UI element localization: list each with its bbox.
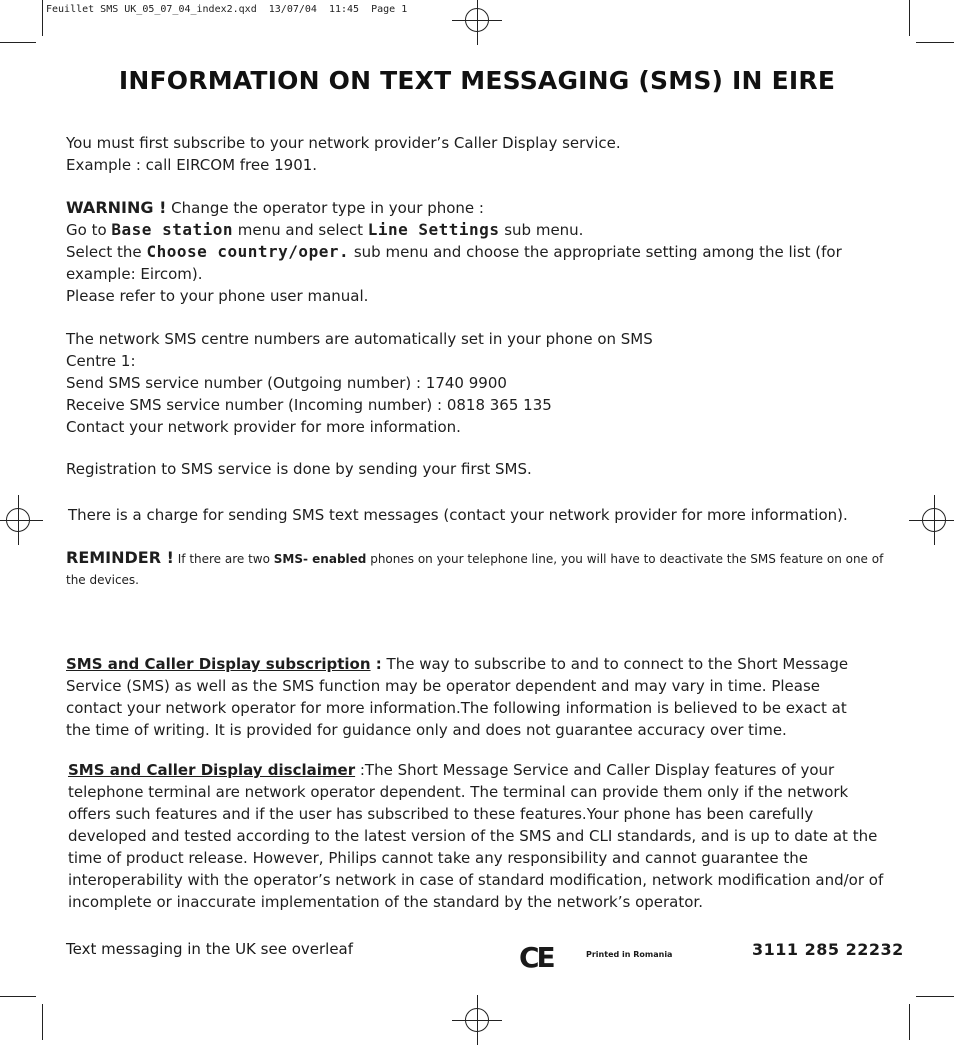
- charge-paragraph: [68, 504, 898, 526]
- centre-line: The network SMS centre numbers are automatically set in your phone on SMS: [66, 330, 653, 348]
- warning-label: WARNING !: [66, 198, 167, 217]
- warning-line: Please refer to your phone user manual.: [66, 287, 369, 305]
- ce-mark-icon: CE: [519, 941, 553, 974]
- crop-mark-bl-h: [0, 996, 36, 997]
- warning-line: [66, 219, 896, 241]
- reminder-text: [66, 548, 886, 590]
- crop-mark-tr-v: [909, 0, 910, 36]
- centre-line: Send SMS service number (Outgoing number) : 1740 9900: [66, 374, 507, 392]
- warning-line: [66, 241, 896, 285]
- product-code: 3111 285 22232: [752, 940, 904, 959]
- disclaimer-paragraph: [68, 759, 890, 913]
- centre-line: Receive SMS service number (Incoming number) : 0818 365 135: [66, 396, 552, 414]
- warning-text: sub menu and choose the appropriate setting among the list (for example: Eircom).: [66, 243, 842, 283]
- charge-text: There is a charge for sending SMS text messages (contact your network provider for more information).: [68, 506, 848, 524]
- disclaimer-text: [68, 759, 890, 913]
- crop-mark-tl-h: [0, 42, 36, 43]
- disclaimer-body: :The Short Message Service and Caller Display features of your telephone terminal are network operator dependent. The terminal can provide them only if the network offers such features and if the user has subscribed to these features.Your phone has been carefully developed and tested according to the latest version of the SMS and CLI standards, and is up to date at the time of product release. However, Philips cannot take any responsibility and cannot guarantee the interoperability with the operator’s network in case of standard modification, network modification and/or of incomplete or inaccurate implementation of the standard by the network’s operator.: [68, 761, 884, 911]
- subscription-colon: :: [370, 655, 382, 673]
- warning-text: Change the operator type in your phone :: [166, 199, 484, 217]
- overleaf-note: Text messaging in the UK see overleaf: [66, 940, 354, 958]
- reminder-small-text: If there are two: [173, 552, 274, 566]
- crop-mark-bl-v: [42, 1004, 43, 1040]
- reminder-label: REMINDER !: [66, 548, 174, 567]
- registration-mark-bottom: [465, 1008, 489, 1032]
- warning-line: [66, 197, 896, 219]
- warning-text: sub menu.: [499, 221, 584, 239]
- registration-text: Registration to SMS service is done by sending your first SMS.: [66, 460, 532, 478]
- intro-line: You must first subscribe to your network provider’s Caller Display service.: [66, 134, 621, 152]
- warning-text: Select the: [66, 243, 147, 261]
- disclaimer-heading: SMS and Caller Display disclaimer: [68, 761, 356, 779]
- subscription-text: [66, 653, 871, 741]
- subscription-body: The way to subscribe to and to connect to the Short Message Service (SMS) as well as the SMS function may be operator dependent and may vary in time. Please contact your network operator for more information.The following information is believed to be exact at the time of writing. It is provided for guidance only and does not guarantee accuracy over time.: [66, 655, 849, 739]
- page-title: INFORMATION ON TEXT MESSAGING (SMS) IN EIRE: [118, 66, 836, 95]
- crop-mark-tl-v: [42, 0, 43, 36]
- registration-mark-top: [465, 8, 489, 32]
- reminder-paragraph: [66, 548, 886, 590]
- registration-paragraph: [66, 458, 896, 480]
- warning-text: menu and select: [233, 221, 368, 239]
- menu-name: Choose country/oper.: [146, 242, 350, 261]
- printed-in: Printed in Romania: [586, 950, 673, 959]
- warning-paragraph: [66, 197, 896, 307]
- reminder-bold: SMS- enabled: [273, 552, 367, 566]
- sms-centre-paragraph: [66, 328, 896, 438]
- intro-paragraph: [66, 132, 896, 176]
- reminder-small-text: phones on your telephone line, you will have to deactivate the SMS feature on one of the devices.: [66, 552, 884, 587]
- registration-mark-left: [6, 508, 30, 532]
- crop-mark-tr-h: [916, 42, 954, 43]
- menu-name: Base station: [111, 220, 233, 239]
- menu-name: Line Settings: [367, 220, 500, 239]
- warning-text: Go to: [66, 221, 112, 239]
- subscription-heading: SMS and Caller Display subscription: [66, 655, 371, 673]
- crop-mark-br-v: [909, 1004, 910, 1040]
- centre-line: Contact your network provider for more information.: [66, 418, 461, 436]
- print-slug: Feuillet SMS UK_05_07_04_index2.qxd 13/07/04 11:45 Page 1: [46, 4, 408, 15]
- intro-line: Example : call EIRCOM free 1901.: [66, 156, 318, 174]
- registration-mark-right: [922, 508, 946, 532]
- centre-line: Centre 1:: [66, 352, 136, 370]
- crop-mark-br-h: [916, 996, 954, 997]
- subscription-paragraph: [66, 653, 871, 741]
